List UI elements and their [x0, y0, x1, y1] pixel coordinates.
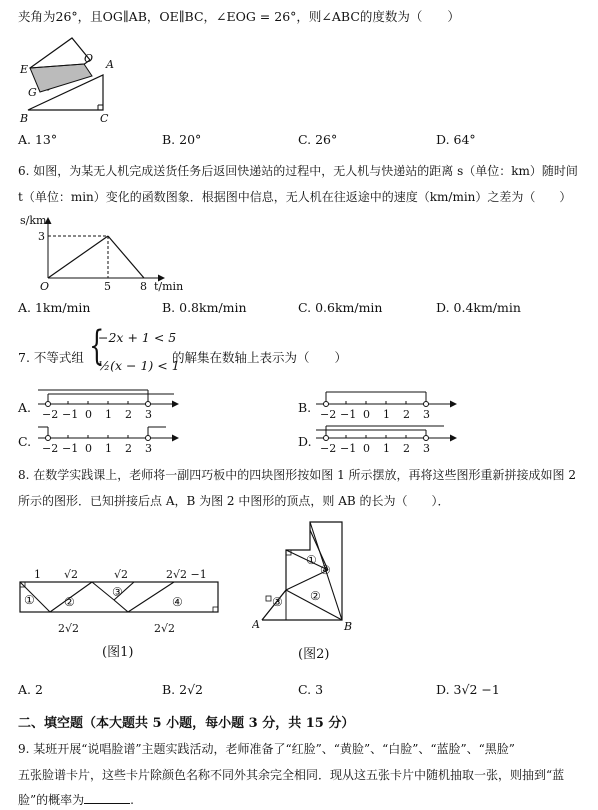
fig1-piece-1: ①: [24, 593, 35, 607]
fig1-piece-2: ②: [64, 595, 75, 609]
tick: 3: [423, 408, 430, 421]
q7-option-b[interactable]: B.: [298, 400, 312, 415]
fig2-point-b: B: [344, 620, 353, 633]
q6-origin: O: [40, 280, 50, 293]
fig2-caption: (图2): [298, 647, 330, 662]
q8-option-c[interactable]: C. 3: [298, 682, 324, 697]
fig2-piece-3: ③: [272, 595, 283, 609]
q6-y-axis-label: s/km: [20, 214, 47, 227]
tick: 3: [145, 408, 152, 421]
q5-label-e: E: [20, 63, 29, 76]
q7-numberline-c: [34, 420, 184, 456]
tick: −2: [320, 408, 337, 421]
q8-option-a[interactable]: A. 2: [18, 682, 43, 697]
q7-ineq2: ½(x − 1) < 1: [98, 358, 180, 373]
tick: −1: [340, 408, 357, 421]
q8-option-b[interactable]: B. 2√2: [162, 682, 204, 697]
q6-x-tick-8: 8: [140, 280, 147, 293]
q6-option-b[interactable]: B. 0.8km/min: [162, 300, 247, 315]
q9-line2: 五张脸谱卡片，这些卡片除颜色名称不同外其余完全相同．现从这五张卡片中随机抽取一张，则抽到“蓝: [18, 768, 565, 782]
q6-option-c[interactable]: C. 0.6km/min: [298, 300, 383, 315]
q9-line3-prefix: 脸”的概率为: [18, 793, 85, 807]
q8-option-d[interactable]: D. 3√2 −1: [436, 682, 500, 697]
tick: 0: [85, 408, 92, 421]
tick: 2: [125, 442, 132, 455]
tick: 2: [125, 408, 132, 421]
tick: 1: [105, 408, 112, 421]
q8-figure2: [252, 518, 382, 662]
fig2-point-a: A: [252, 618, 260, 631]
fig1-top-label-2: √2: [64, 568, 79, 581]
tick: 2: [403, 442, 410, 455]
fig1-caption: (图1): [102, 645, 134, 660]
fig1-piece-3: ③: [112, 585, 123, 599]
tick: 1: [383, 408, 390, 421]
q8-figure1: [14, 560, 224, 660]
q7-ineq1: −2x + 1 < 5: [98, 330, 177, 345]
q8-line2: 所示的图形．已知拼接后点 A，B 为图 2 中图形的顶点，则 AB 的长为（ ）．: [18, 494, 450, 508]
q5-label-c: C: [100, 112, 109, 125]
tick: 0: [85, 442, 92, 455]
q6-option-d[interactable]: D. 0.4km/min: [436, 300, 521, 315]
q6-line2: t（单位：min）变化的函数图象．根据图中信息，无人机在往返途中的速度（km/min）之差为（ ）: [18, 190, 572, 204]
tick: 3: [145, 442, 152, 455]
q9-line3: [18, 791, 134, 808]
q5-stem: 夹角为26°，且OG∥AB，OE∥BC，∠EOG = 26°，则∠ABC的度数为（ ）: [18, 9, 460, 24]
tick: −1: [62, 442, 79, 455]
q7-numberline-b: [312, 386, 462, 422]
tick: −2: [320, 442, 337, 455]
q7-prefix: 7. 不等式组: [18, 350, 84, 365]
q6-graph: [14, 212, 194, 294]
section-title: 二、填空题（本大题共 5 小题，每小题 3 分，共 15 分）: [18, 716, 355, 731]
tick: 2: [403, 408, 410, 421]
fig2-piece-2: ②: [310, 589, 321, 603]
q7-numberline-d: [312, 420, 462, 456]
q7-option-c[interactable]: C.: [18, 434, 32, 449]
q6-option-a[interactable]: A. 1km/min: [18, 300, 91, 315]
q5-label-g: G: [28, 86, 37, 99]
q6-x-axis-label: t/min: [154, 280, 184, 293]
tick: −1: [340, 442, 357, 455]
q5-option-b[interactable]: B. 20°: [162, 132, 202, 147]
tick: 0: [363, 442, 370, 455]
tick: −1: [62, 408, 79, 421]
fig1-top-label-4: 2√2 −1: [166, 568, 207, 581]
tick: 3: [423, 442, 430, 455]
q6-line1: 6. 如图，为某无人机完成送货任务后返回快递站的过程中，无人机与快递站的距离 s（单位：km）随时间: [18, 164, 578, 178]
q5-label-a: A: [106, 58, 114, 71]
tick: 1: [105, 442, 112, 455]
q7-suffix: 的解集在数轴上表示为（ ）: [172, 350, 348, 365]
q6-x-tick-5: 5: [104, 280, 111, 293]
q9-answer-blank[interactable]: [84, 792, 130, 804]
q9-line3-suffix: .: [130, 793, 134, 807]
fig2-piece-1: ①: [306, 553, 317, 567]
fig2-piece-4: ④: [320, 563, 331, 577]
tick: 0: [363, 408, 370, 421]
tick: 1: [383, 442, 390, 455]
q7-option-a[interactable]: A.: [18, 400, 32, 415]
q5-label-o: O: [84, 52, 94, 65]
q5-option-a[interactable]: A. 13°: [18, 132, 58, 147]
q5-label-b: B: [20, 112, 29, 125]
tick: −2: [42, 442, 59, 455]
fig1-top-label-1: 1: [34, 568, 41, 581]
tick: −2: [42, 408, 59, 421]
q9-line1: 9. 某班开展“说唱脸谱”主题实践活动，老师准备了“红脸”、“黄脸”、“白脸”、“蓝脸”、“黑脸”: [18, 742, 515, 756]
q7-numberline-a: [34, 386, 184, 422]
q5-figure: [18, 30, 128, 130]
q6-y-tick: 3: [38, 230, 45, 243]
q7-option-d[interactable]: D.: [298, 434, 312, 449]
q8-line1: 8. 在数学实践课上，老师将一副四巧板中的四块图形按如图 1 所示摆放，再将这些图形重新拼接成如图 2: [18, 468, 576, 482]
fig1-piece-4: ④: [172, 595, 183, 609]
fig1-bottom-label-2: 2√2: [154, 622, 176, 635]
fig1-top-label-3: √2: [114, 568, 129, 581]
q5-option-c[interactable]: C. 26°: [298, 132, 338, 147]
q7-brace: {: [89, 323, 105, 369]
fig1-bottom-label-1: 2√2: [58, 622, 80, 635]
q5-option-d[interactable]: D. 64°: [436, 132, 476, 147]
